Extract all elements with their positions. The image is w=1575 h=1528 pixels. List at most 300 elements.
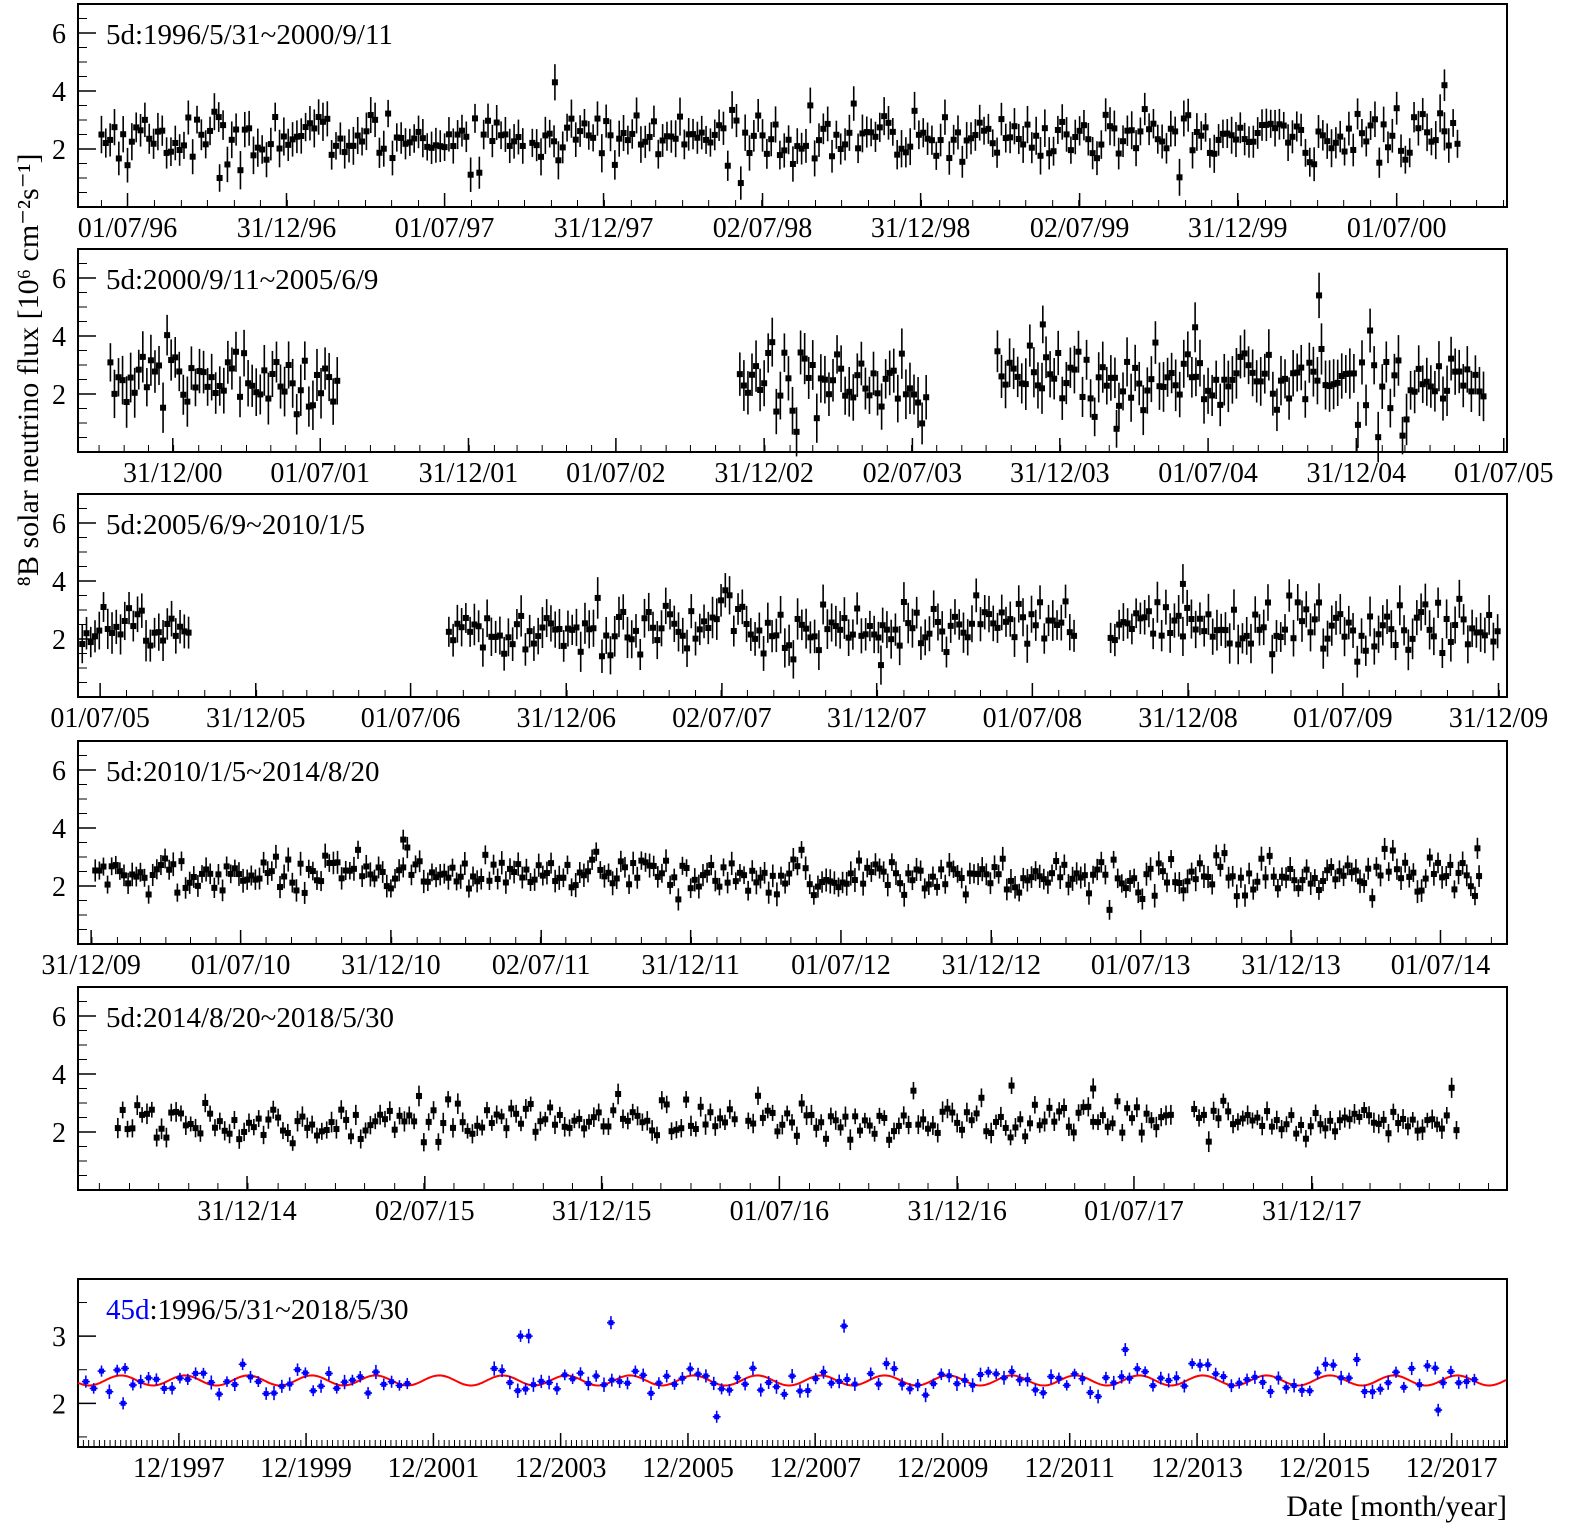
data-point	[499, 1109, 505, 1124]
data-marker	[1363, 648, 1369, 654]
data-marker	[147, 643, 153, 649]
data-point	[629, 119, 635, 148]
data-point	[1303, 1130, 1309, 1147]
data-marker	[867, 1123, 873, 1129]
data-marker	[207, 871, 213, 877]
data-marker	[246, 125, 252, 131]
data-marker	[988, 1130, 994, 1136]
data-point	[1424, 114, 1430, 152]
data-marker	[1435, 860, 1441, 866]
data-marker	[915, 1122, 921, 1128]
data-marker	[920, 1116, 926, 1122]
data-marker	[725, 880, 731, 886]
data-point	[184, 377, 190, 427]
data-marker	[523, 867, 529, 873]
data-marker	[1058, 620, 1064, 626]
data-marker	[1024, 641, 1030, 647]
data-marker	[256, 1116, 262, 1122]
data-point	[1068, 136, 1074, 163]
data-point	[676, 612, 682, 651]
data-marker	[101, 604, 107, 610]
data-point	[1318, 323, 1324, 374]
data-point	[647, 123, 653, 152]
data-point	[578, 632, 584, 672]
data-point	[655, 140, 661, 169]
data-point	[659, 864, 665, 883]
data-point	[938, 124, 944, 157]
data-marker	[996, 871, 1002, 877]
data-marker	[159, 1126, 165, 1132]
data-marker	[221, 388, 227, 394]
data-point	[585, 860, 591, 882]
data-point	[355, 841, 361, 859]
data-point	[440, 1113, 446, 1134]
data-point	[98, 116, 104, 153]
data-point	[261, 345, 267, 396]
data-point	[1294, 354, 1300, 392]
panel-label: 5d:1996/5/31~2000/9/11	[106, 19, 393, 51]
data-marker	[1020, 614, 1026, 620]
data-marker	[841, 615, 847, 621]
data-marker	[1342, 634, 1348, 640]
data-marker	[1112, 637, 1118, 643]
data-marker	[808, 1112, 814, 1118]
data-marker	[1433, 137, 1439, 143]
data-marker	[1102, 872, 1108, 878]
data-point	[564, 856, 570, 875]
data-point	[392, 1121, 398, 1138]
data-marker	[1464, 872, 1470, 878]
data-marker	[647, 134, 653, 140]
data-marker	[1435, 600, 1441, 606]
data-marker	[142, 875, 148, 881]
data-marker	[137, 869, 143, 875]
data-marker	[659, 625, 665, 631]
data-marker	[1443, 873, 1449, 879]
data-point	[1369, 889, 1375, 908]
x-tick-label: 12/2017	[1405, 1453, 1498, 1484]
data-point	[503, 871, 509, 894]
data-point	[785, 356, 791, 400]
data-marker	[616, 136, 622, 142]
data-marker	[501, 651, 507, 657]
data-point	[1386, 862, 1392, 881]
data-point	[955, 115, 961, 149]
data-point	[489, 125, 495, 157]
x-tick-label: 31/12/04	[1306, 458, 1407, 489]
data-point	[491, 855, 497, 875]
panel-3	[50, 494, 1548, 734]
data-marker	[608, 132, 614, 138]
data-marker	[765, 620, 771, 626]
data-point	[1009, 1077, 1015, 1094]
data-point	[675, 888, 681, 910]
data-marker	[1135, 889, 1141, 895]
data-marker	[1168, 856, 1174, 862]
data-marker	[1055, 127, 1061, 133]
data-marker	[536, 862, 542, 868]
data-marker	[105, 882, 111, 888]
data-marker	[478, 876, 484, 882]
data-marker	[251, 1124, 257, 1130]
data-marker	[261, 859, 267, 865]
data-marker	[113, 862, 119, 868]
data-marker	[770, 873, 776, 879]
data-marker	[773, 632, 779, 638]
data-marker	[1080, 394, 1086, 400]
panel-4	[41, 741, 1507, 981]
data-marker	[551, 138, 557, 144]
data-point	[1439, 638, 1445, 668]
data-point	[552, 870, 558, 893]
data-point	[789, 1114, 795, 1131]
data-marker	[1205, 874, 1211, 880]
data-marker	[1311, 161, 1317, 167]
data-point	[1057, 866, 1063, 889]
data-marker	[1051, 148, 1057, 154]
data-point	[1354, 646, 1360, 678]
data-point	[1447, 854, 1453, 876]
data-point	[343, 1110, 349, 1130]
data-point	[1394, 92, 1400, 125]
data-marker	[603, 633, 609, 639]
data-marker	[1129, 127, 1135, 133]
data-point	[265, 1110, 271, 1129]
data-marker	[1152, 893, 1158, 899]
data-marker	[789, 1119, 795, 1125]
data-point	[749, 860, 755, 881]
data-marker	[1346, 620, 1352, 626]
data-marker	[926, 631, 932, 637]
data-point	[810, 340, 816, 390]
x-tick-label: 31/12/06	[516, 703, 617, 734]
data-point	[120, 1102, 126, 1119]
data-marker	[582, 620, 588, 626]
data-point	[608, 119, 614, 151]
data-marker	[335, 859, 341, 865]
data-marker	[590, 135, 596, 141]
x-tick-label: 02/07/98	[712, 213, 813, 244]
data-point	[269, 351, 275, 397]
data-marker	[1250, 887, 1256, 893]
data-point	[799, 1094, 805, 1113]
data-point	[637, 639, 643, 670]
data-marker	[1328, 864, 1334, 870]
data-point	[1310, 347, 1316, 397]
data-point	[1298, 345, 1304, 390]
data-marker	[120, 1107, 126, 1113]
data-marker	[1431, 633, 1437, 639]
data-marker	[1193, 626, 1199, 632]
data-marker	[889, 859, 895, 865]
data-marker	[773, 122, 779, 128]
data-point	[1379, 364, 1385, 409]
data-point	[725, 151, 731, 181]
data-point	[1329, 129, 1335, 167]
data-marker	[1359, 633, 1365, 639]
x-tick-label: 12/2007	[769, 1453, 862, 1484]
data-marker	[1201, 628, 1207, 634]
data-marker	[866, 392, 872, 398]
data-marker	[1353, 868, 1359, 874]
data-point	[1007, 602, 1013, 637]
data-marker	[834, 351, 840, 357]
data-marker	[250, 152, 256, 158]
data-marker	[597, 867, 603, 873]
data-point	[557, 1107, 563, 1123]
data-marker	[891, 1128, 897, 1134]
data-marker	[1051, 376, 1057, 382]
data-marker	[392, 876, 398, 882]
data-point	[1372, 101, 1378, 137]
data-point	[888, 620, 894, 659]
data-marker	[697, 626, 703, 632]
data-point	[217, 366, 223, 405]
data-point	[1003, 361, 1009, 408]
data-marker	[1184, 605, 1190, 611]
data-marker	[1211, 151, 1217, 157]
data-marker	[285, 1130, 291, 1136]
data-point	[629, 620, 635, 658]
data-marker	[1320, 132, 1326, 138]
data-point	[1432, 371, 1438, 412]
data-point	[903, 369, 909, 419]
data-marker	[938, 866, 944, 872]
data-marker	[307, 120, 313, 126]
data-point	[1088, 379, 1094, 417]
data-point	[663, 849, 669, 872]
data-marker	[217, 1118, 223, 1124]
x-tick-label: 01/07/04	[1158, 458, 1258, 489]
data-marker	[1124, 1105, 1130, 1111]
data-point	[1039, 363, 1045, 414]
data-marker	[905, 870, 911, 876]
data-point	[1053, 852, 1059, 870]
x-tick-label: 01/07/00	[1346, 213, 1447, 244]
data-marker	[910, 1088, 916, 1094]
data-marker	[426, 1119, 432, 1125]
data-point	[1134, 1097, 1140, 1117]
data-marker	[385, 111, 391, 117]
data-marker	[476, 623, 482, 629]
data-marker	[878, 662, 884, 668]
data-point	[1177, 159, 1183, 196]
data-marker	[1341, 873, 1347, 879]
data-point	[1063, 585, 1069, 619]
data-point	[942, 100, 948, 135]
data-marker	[1150, 631, 1156, 637]
data-point	[520, 128, 526, 164]
data-marker	[1386, 869, 1392, 875]
data-point	[484, 599, 490, 637]
data-marker	[556, 626, 562, 632]
data-point	[535, 618, 541, 654]
data-marker	[126, 605, 132, 611]
data-point	[1031, 347, 1037, 397]
y-tick-label: 2	[52, 380, 66, 411]
data-marker	[1359, 359, 1365, 365]
data-point	[868, 118, 874, 146]
data-marker	[794, 863, 800, 869]
data-marker	[132, 390, 138, 396]
data-marker	[168, 149, 174, 155]
x-tick-label: 01/07/08	[982, 703, 1083, 734]
data-point	[850, 374, 856, 421]
data-marker	[353, 1112, 359, 1118]
data-point	[1191, 1101, 1197, 1117]
data-marker	[547, 1104, 553, 1110]
data-marker	[1423, 876, 1429, 882]
data-marker	[923, 394, 929, 400]
data-marker	[1096, 374, 1102, 380]
data-marker	[1103, 112, 1109, 118]
data-marker	[1390, 1109, 1396, 1115]
data-point	[1037, 585, 1043, 619]
data-marker	[134, 1102, 140, 1108]
data-marker	[926, 881, 932, 887]
data-marker	[1359, 130, 1365, 136]
data-marker	[1394, 105, 1400, 111]
data-point	[852, 1108, 858, 1124]
data-point	[671, 606, 677, 642]
data-marker	[1345, 862, 1351, 868]
data-marker	[318, 390, 324, 396]
data-point	[450, 1118, 456, 1137]
data-marker	[544, 870, 550, 876]
data-marker	[1201, 1112, 1207, 1118]
data-point	[901, 1106, 907, 1124]
x-tick-label: 01/07/97	[394, 213, 495, 244]
data-marker	[180, 392, 186, 398]
data-point	[1461, 604, 1467, 635]
data-marker	[1329, 145, 1335, 151]
data-point	[302, 882, 308, 904]
data-marker	[1213, 852, 1219, 858]
data-marker	[1159, 139, 1165, 145]
data-marker	[777, 393, 783, 399]
data-marker	[326, 374, 332, 380]
data-marker	[363, 128, 369, 134]
x-tick-label: 31/12/02	[714, 458, 814, 489]
data-marker	[1270, 391, 1276, 397]
data-marker	[918, 868, 924, 874]
data-marker	[499, 1113, 505, 1119]
data-marker	[1427, 627, 1433, 633]
data-point	[478, 868, 484, 889]
data-marker	[1405, 1123, 1411, 1129]
data-point	[407, 129, 413, 156]
data-marker	[268, 141, 274, 147]
data-marker	[548, 860, 554, 866]
data-marker	[236, 871, 242, 877]
data-marker	[634, 875, 640, 881]
data-marker	[178, 858, 184, 864]
data-point	[144, 1104, 150, 1125]
data-point	[1261, 610, 1267, 645]
data-point	[911, 375, 917, 415]
data-point	[481, 120, 487, 150]
data-marker	[954, 1120, 960, 1126]
data-marker	[1213, 377, 1219, 383]
data-marker	[987, 880, 993, 886]
data-marker	[309, 1122, 315, 1128]
data-point	[794, 407, 800, 456]
data-point	[905, 603, 911, 644]
data-marker	[1075, 349, 1081, 355]
data-point	[265, 373, 271, 425]
data-marker	[129, 1125, 135, 1131]
data-marker	[761, 380, 767, 386]
data-point	[1437, 94, 1443, 132]
data-marker	[741, 872, 747, 878]
data-marker	[1436, 363, 1442, 369]
data-point	[1056, 1102, 1062, 1121]
data-marker	[755, 112, 761, 118]
data-point	[156, 346, 162, 385]
data-point	[934, 878, 940, 896]
data-marker	[1400, 1116, 1406, 1122]
data-point	[1185, 99, 1191, 132]
data-point	[326, 353, 332, 401]
x-tick-label: 01/07/17	[1084, 1196, 1184, 1227]
data-marker	[1110, 1120, 1116, 1126]
data-point	[866, 377, 872, 414]
data-point	[855, 134, 861, 164]
data-marker	[886, 1137, 892, 1143]
data-marker	[1387, 405, 1393, 411]
data-marker	[1299, 618, 1305, 624]
data-point	[178, 852, 184, 871]
data-point	[476, 157, 482, 189]
data-marker	[920, 130, 926, 136]
data-marker	[979, 866, 985, 872]
data-marker	[211, 885, 217, 891]
data-marker	[862, 1117, 868, 1123]
data-point	[914, 597, 920, 629]
data-marker	[1142, 106, 1148, 112]
data-marker	[943, 649, 949, 655]
data-marker	[1363, 402, 1369, 408]
data-marker	[1123, 885, 1129, 891]
data-marker	[192, 384, 198, 390]
data-point	[727, 576, 733, 614]
x-tick-label: 31/12/15	[551, 1196, 652, 1227]
data-marker	[581, 120, 587, 126]
data-point	[1328, 858, 1334, 876]
data-point	[1242, 330, 1248, 378]
x-tick-label: 12/1997	[132, 1453, 225, 1484]
data-marker	[1283, 1121, 1289, 1127]
data-point	[774, 882, 780, 906]
x-tick-label: 01/07/12	[791, 950, 891, 981]
data-point	[1144, 367, 1150, 413]
data-point	[1293, 1126, 1299, 1141]
data-point	[256, 868, 262, 890]
data-point	[533, 1123, 539, 1141]
data-point	[1448, 622, 1454, 661]
data-marker	[1211, 1108, 1217, 1114]
data-point	[125, 148, 131, 183]
data-marker	[400, 864, 406, 870]
data-point	[1129, 1111, 1135, 1126]
data-marker	[371, 875, 377, 881]
data-marker	[1037, 599, 1043, 605]
data-marker	[552, 1122, 558, 1128]
data-marker	[949, 1110, 955, 1116]
data-marker	[1293, 1131, 1299, 1137]
data-marker	[892, 627, 898, 633]
data-marker	[1312, 875, 1318, 881]
